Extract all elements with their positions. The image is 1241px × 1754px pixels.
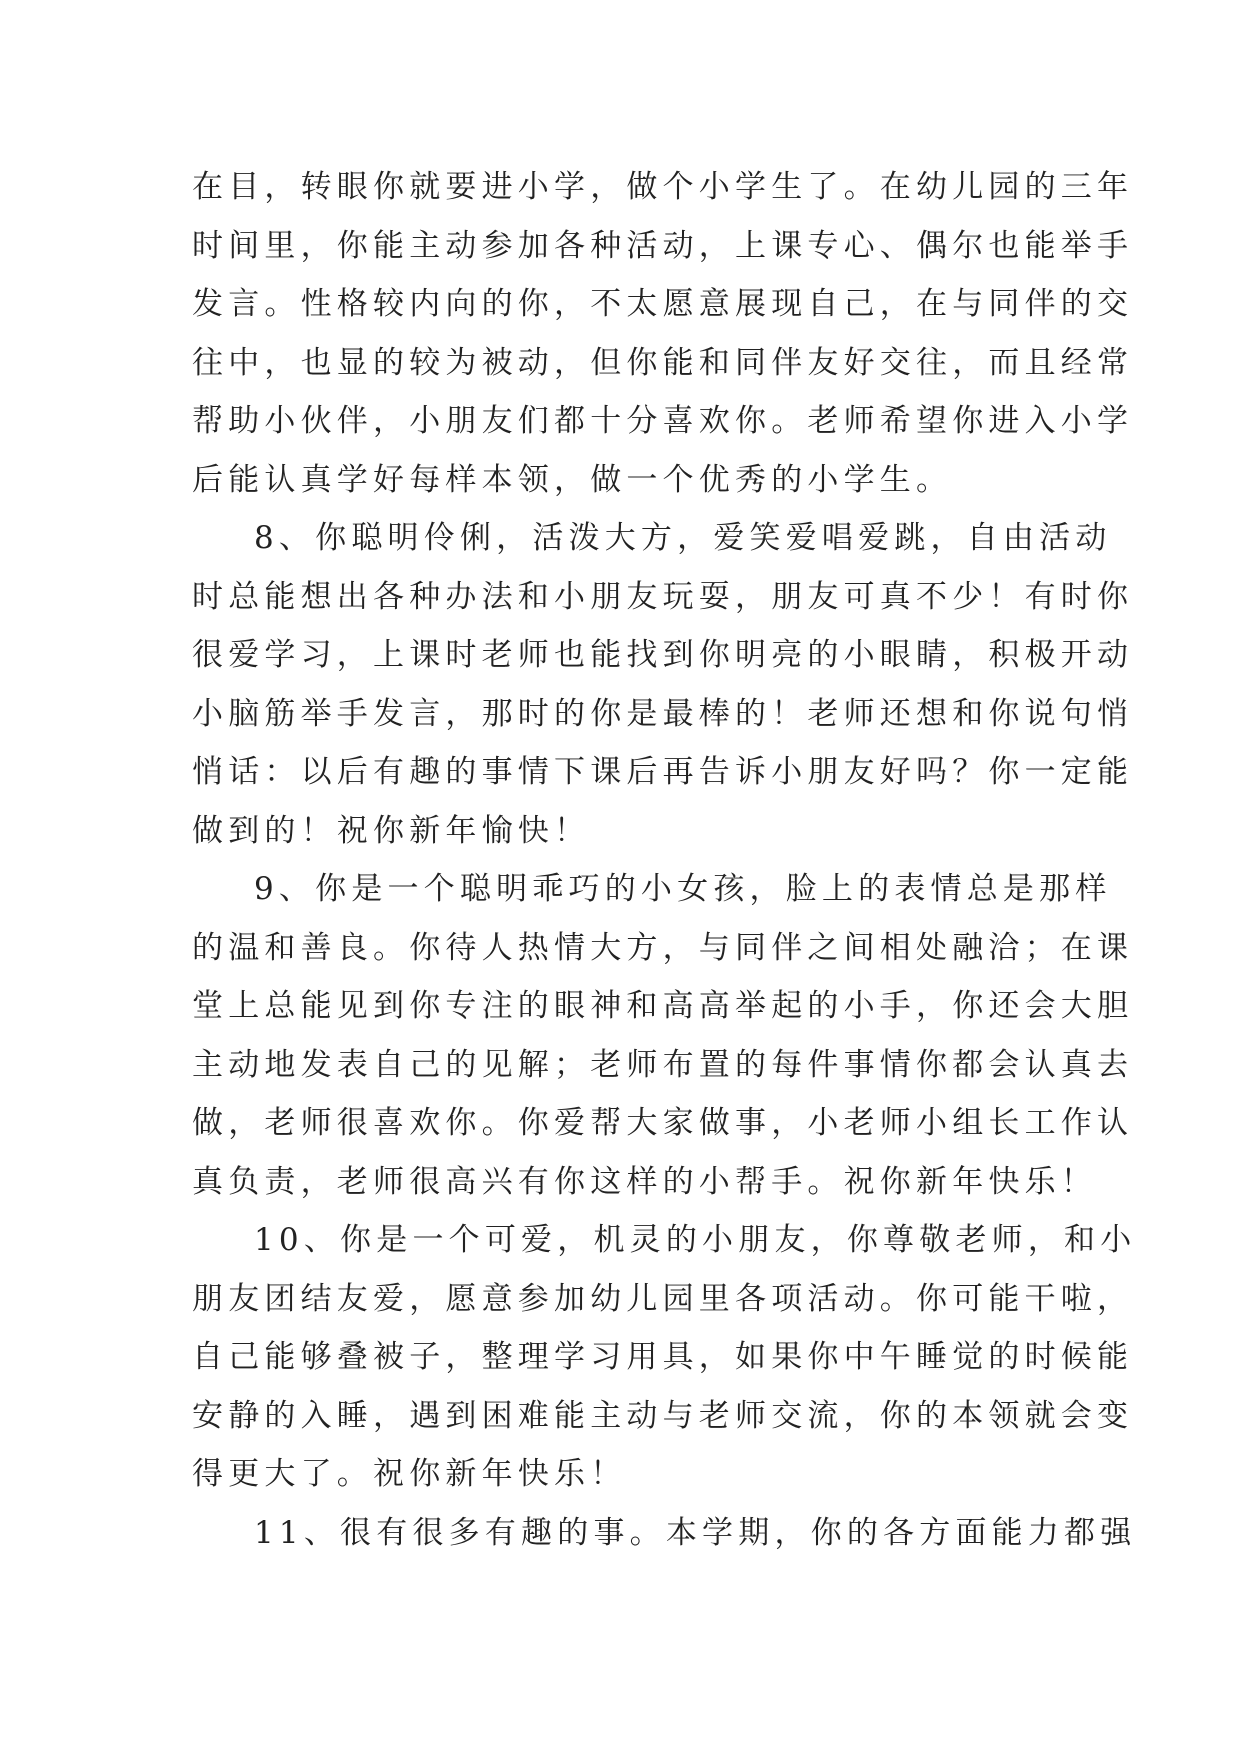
text-line: 在目，转眼你就要进小学，做个小学生了。在幼儿园的三年 — [192, 169, 1134, 205]
paragraph-start-line: 11、很有很多有趣的事。本学期，你的各方面能力都强 — [254, 1514, 1137, 1551]
text-line: 的温和善良。你待人热情大方，与同伴之间相处融洽；在课 — [192, 929, 1134, 966]
text-line: 时间里，你能主动参加各种活动，上课专心、偶尔也能举手 — [192, 227, 1134, 264]
paragraph-start-line: 9、你是一个聪明乖巧的小女孩，脸上的表情总是那样 — [254, 871, 1112, 907]
text-line: 后能认真学好每样本领，做一个优秀的小学生。 — [192, 461, 953, 498]
text-line: 做到的！祝你新年愉快！ — [192, 812, 591, 849]
text-line: 朋友团结友爱，愿意参加幼儿园里各项活动。你可能干啦， — [192, 1280, 1134, 1317]
text-line: 自己能够叠被子，整理学习用具，如果你中午睡觉的时候能 — [192, 1339, 1134, 1375]
text-line: 安静的入睡，遇到困难能主动与老师交流，你的本领就会变 — [192, 1397, 1134, 1434]
text-line: 往中，也显的较为被动，但你能和同伴友好交往，而且经常 — [192, 344, 1134, 381]
text-line: 主动地发表自己的见解；老师布置的每件事情你都会认真去 — [192, 1046, 1134, 1083]
text-line: 小脑筋举手发言，那时的你是最棒的！老师还想和你说句悄 — [192, 695, 1134, 732]
document-body — [192, 158, 1137, 1562]
text-line: 时总能想出各种办法和小朋友玩耍，朋友可真不少！有时你 — [192, 578, 1134, 615]
text-line: 做，老师很喜欢你。你爱帮大家做事，小老师小组长工作认 — [192, 1105, 1134, 1141]
text-line: 得更大了。祝你新年快乐！ — [192, 1456, 627, 1492]
paragraph-start-line: 10、你是一个可爱，机灵的小朋友，你尊敬老师，和小 — [254, 1222, 1137, 1258]
text-line: 堂上总能见到你专注的眼神和高高举起的小手，你还会大胆 — [192, 988, 1134, 1024]
text-line: 悄话：以后有趣的事情下课后再告诉小朋友好吗？你一定能 — [192, 754, 1134, 790]
text-line: 帮助小伙伴，小朋友们都十分喜欢你。老师希望你进入小学 — [192, 403, 1134, 439]
text-line: 很爱学习，上课时老师也能找到你明亮的小眼睛，积极开动 — [192, 637, 1134, 673]
text-line: 发言。性格较内向的你，不太愿意展现自己，在与同伴的交 — [192, 286, 1134, 322]
paragraph-start-line: 8、你聪明伶俐，活泼大方，爱笑爱唱爱跳，自由活动 — [254, 520, 1112, 556]
text-line: 真负责，老师很高兴有你这样的小帮手。祝你新年快乐！ — [192, 1163, 1097, 1200]
